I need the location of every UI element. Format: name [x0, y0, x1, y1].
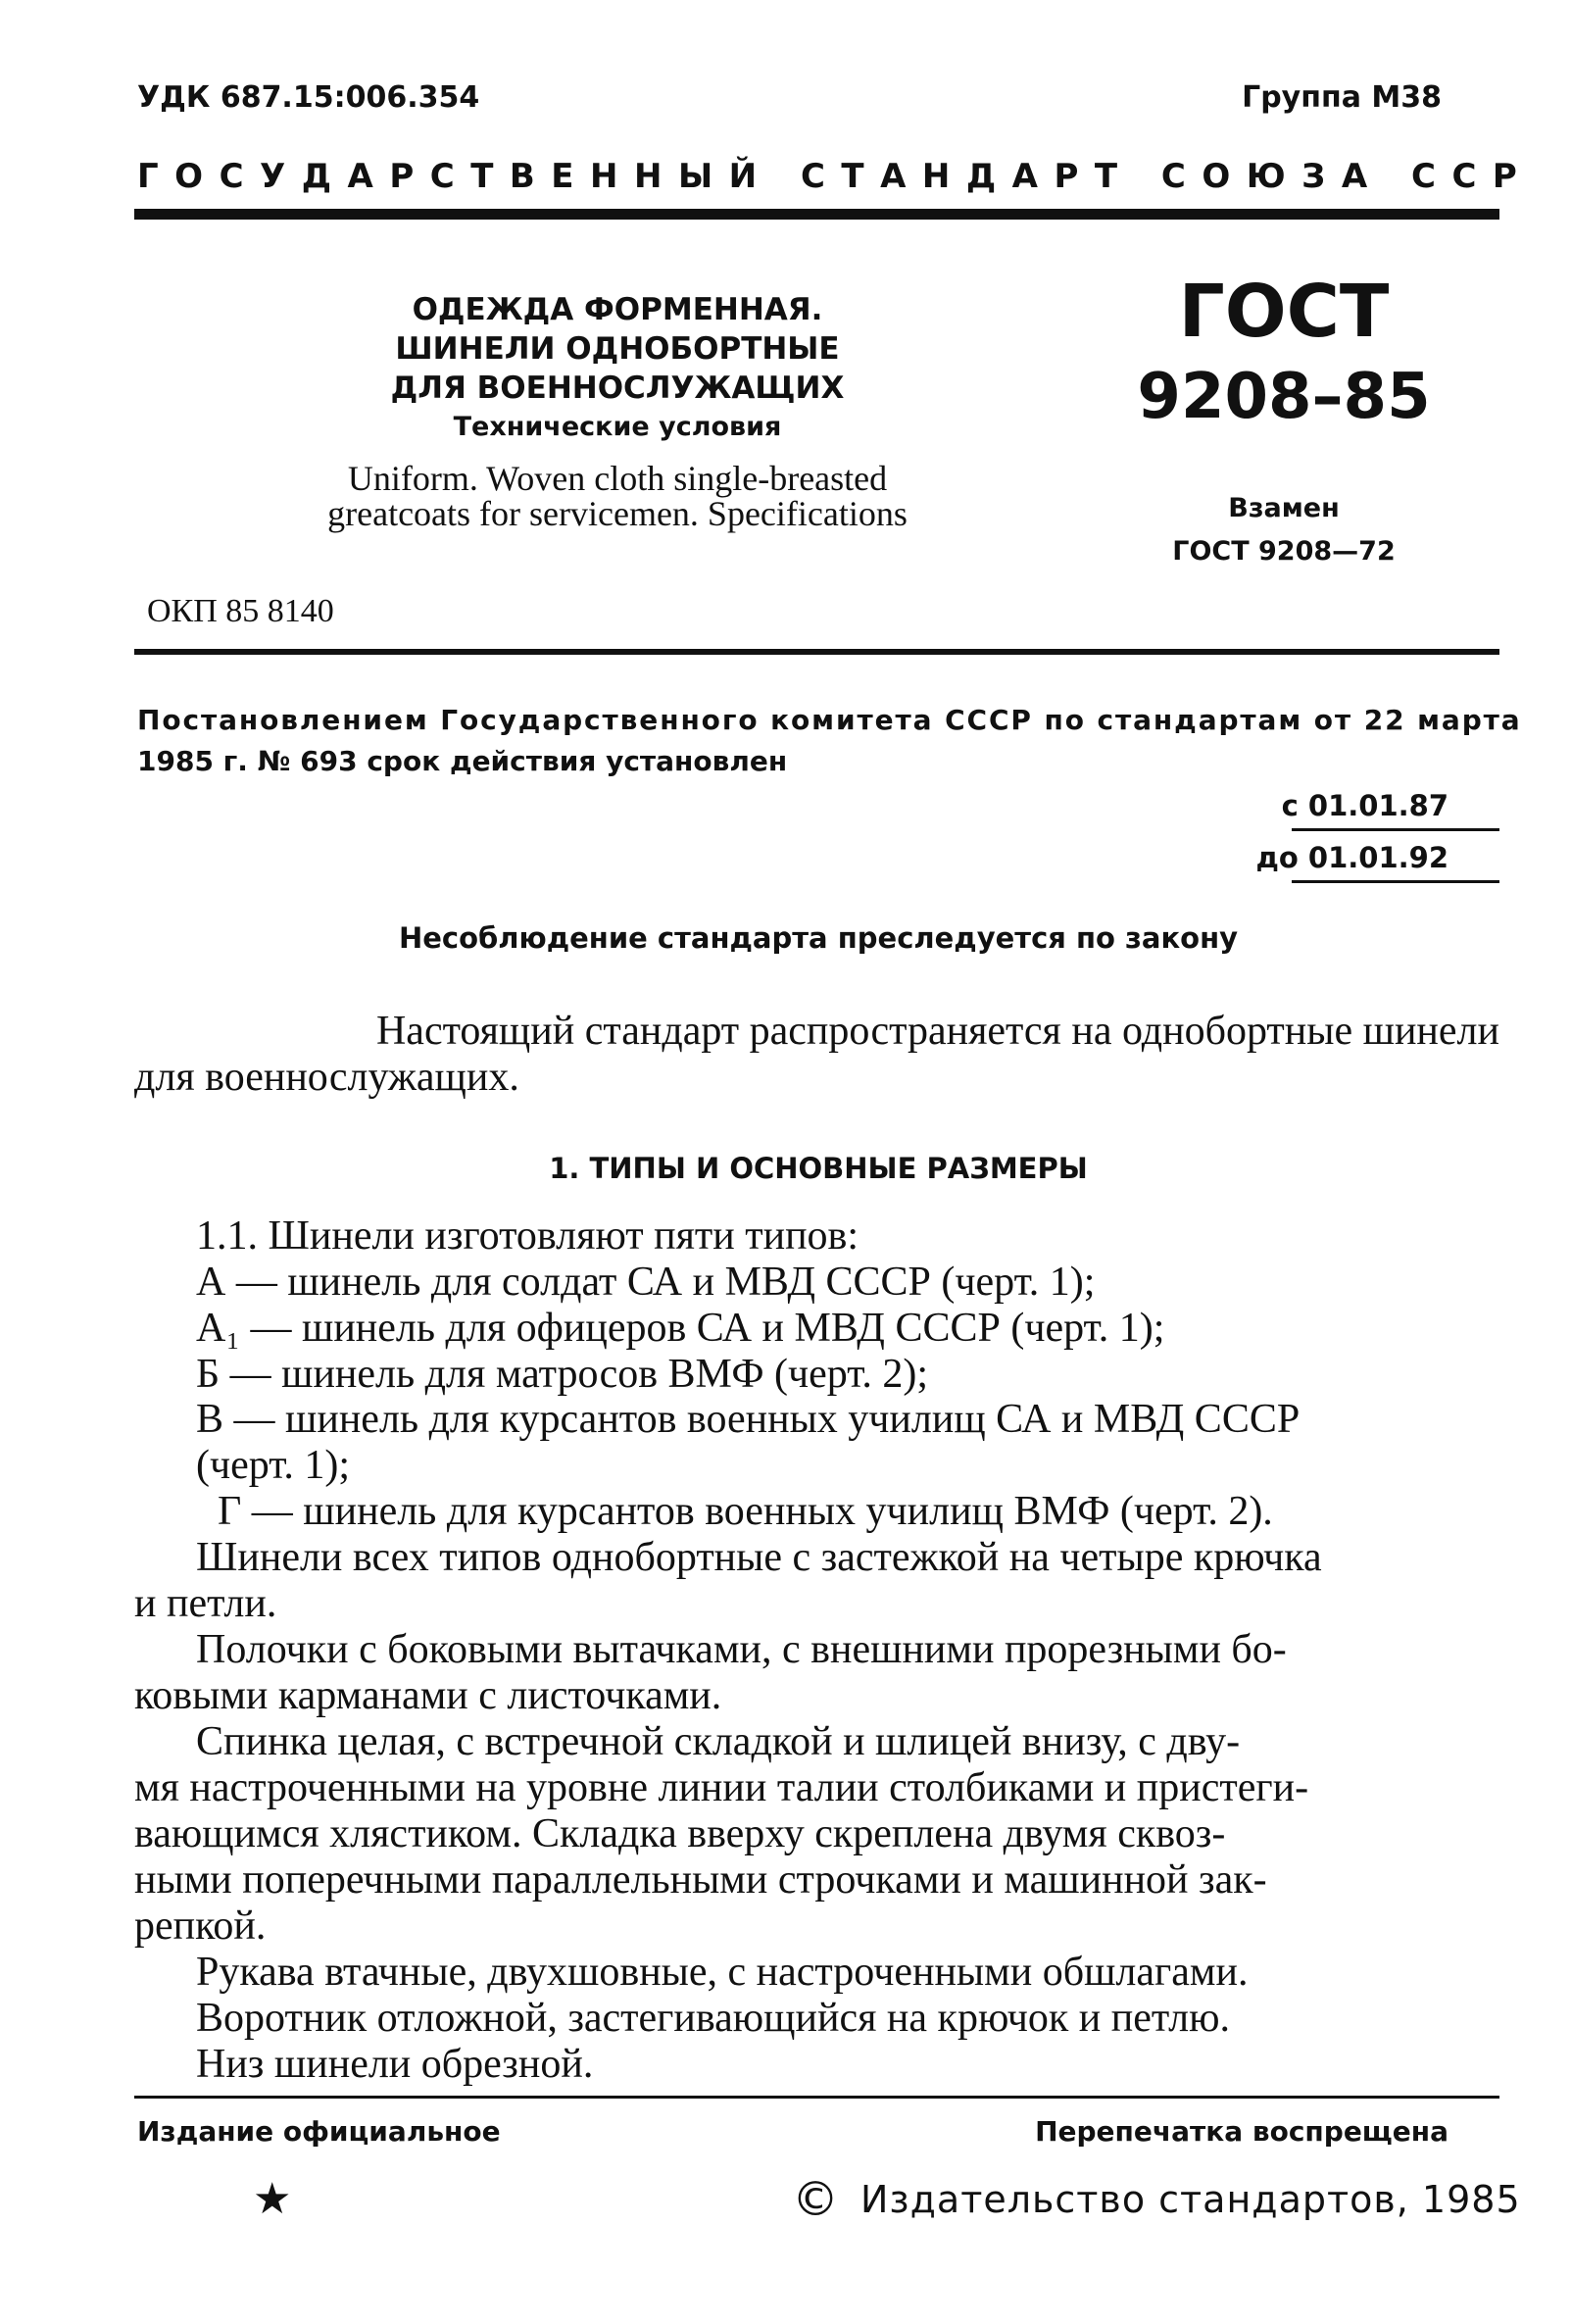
footer-rule	[134, 2096, 1499, 2099]
paragraph-line: Рукава втачные, двухшовные, с настроченными обшлагами.	[196, 1950, 1249, 1995]
udk-code: УДК 687.15:006.354	[137, 80, 480, 115]
title-line: ШИНЕЛИ ОДНОБОРТНЫЕ	[395, 331, 840, 367]
paragraph-line: Воротник отложной, застегивающийся на крючок и петлю.	[196, 1996, 1231, 2041]
title-line: ДЛЯ ВОЕННОСЛУЖАЩИХ	[390, 371, 845, 406]
paragraph-line: репкой.	[134, 1904, 267, 1949]
title-line: ОДЕЖДА ФОРМЕННАЯ.	[412, 292, 823, 327]
section-line: 1.1. Шинели изготовляют пяти типов:	[196, 1213, 859, 1259]
english-title-line: greatcoats for servicemen. Specifications	[327, 494, 908, 533]
paragraph-line: и петли.	[134, 1581, 277, 1626]
paragraph-line: мя настроченными на уровне линии талии столбиками и пристеги-	[134, 1765, 1309, 1810]
type-a-line: А — шинель для солдат СА и МВД СССР (черт. 1);	[196, 1260, 1096, 1305]
star-icon: ★	[253, 2174, 292, 2224]
paragraph-line: ными поперечными параллельными строчками и машинной зак-	[134, 1857, 1267, 1903]
paragraph-line: Спинка целая, с встречной складкой и шлицей внизу, с дву-	[196, 1719, 1241, 1764]
type-b-line: Б — шинель для матросов ВМФ (черт. 2);	[196, 1352, 929, 1397]
group-code: Группа М38	[1242, 80, 1442, 115]
publisher: Издательство стандартов, 1985	[860, 2178, 1521, 2221]
document-title	[323, 290, 911, 447]
type-g-line: Г — шинель для курсантов военных училищ ВМФ (черт. 2).	[218, 1489, 1273, 1534]
effective-to: до 01.01.92	[1255, 841, 1448, 874]
subtitle: Технические условия	[453, 412, 782, 442]
section-heading: 1. ТИПЫ И ОСНОВНЫЕ РАЗМЕРЫ	[549, 1152, 1088, 1185]
date-rule-2	[1292, 880, 1499, 883]
effective-from: с 01.01.87	[1281, 789, 1448, 822]
paragraph-line: Шинели всех типов однобортные с застежкой на четыре крючка	[196, 1535, 1322, 1580]
replaces-label: Взамен	[1228, 493, 1340, 523]
paragraph-line: Полочки с боковыми вытачками, с внешними прорезными бо-	[196, 1627, 1287, 1672]
title-rule	[134, 649, 1499, 655]
standard-of-header: ГОСУДАРСТВЕННЫЙ СТАНДАРТ СОЮЗА ССР	[137, 157, 1534, 196]
reprint-notice: Перепечатка воспрещена	[1035, 2115, 1448, 2148]
decree-line-2: 1985 г. № 693 срок действия установлен	[137, 745, 788, 777]
paragraph-line: вающимся хлястиком. Складка вверху скреплена двумя сквоз-	[134, 1811, 1226, 1856]
paragraph-line: ковыми карманами с листочками.	[134, 1673, 722, 1718]
official-edition: Издание официальное	[137, 2115, 501, 2148]
replaces-value: ГОСТ 9208—72	[1172, 536, 1396, 567]
intro-line-2: для военнослужащих.	[134, 1055, 519, 1100]
header-rule	[134, 209, 1499, 220]
type-v-continuation: (черт. 1);	[196, 1443, 351, 1488]
decree-line-1	[137, 704, 1522, 736]
english-title	[284, 461, 951, 531]
date-rule-1	[1292, 828, 1499, 831]
okp-code: ОКП 85 8140	[147, 593, 334, 629]
english-title-line: Uniform. Woven cloth single-breasted	[347, 459, 888, 498]
type-a1-line: А₁ — шинель для офицеров СА и МВД СССР (черт. 1);	[196, 1306, 1165, 1351]
intro-text: Настоящий стандарт распространяется на однобортные шинели	[375, 1009, 1499, 1054]
gost-label: ГОСТ	[1178, 270, 1390, 354]
legal-note: Несоблюдение стандарта преследуется по закону	[398, 921, 1239, 955]
decree-text: Постановлением Государственного комитета СССР по стандартам от 22 марта	[137, 704, 1522, 736]
intro-line-1	[134, 1008, 1499, 1055]
copyright-icon: ©	[792, 2172, 839, 2227]
type-v-line: В — шинель для курсантов военных училищ СА и МВД СССР	[196, 1397, 1301, 1442]
paragraph-line: Низ шинели обрезной.	[196, 2042, 594, 2087]
gost-number: 9208–85	[1137, 361, 1431, 433]
